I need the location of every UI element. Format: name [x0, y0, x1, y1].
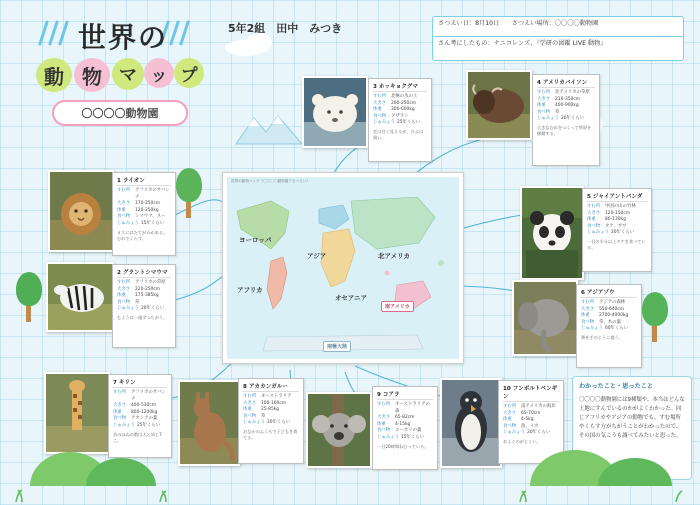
card-row — [113, 423, 167, 430]
map-region-asia: アジア — [307, 252, 327, 260]
card-row — [373, 94, 427, 101]
card-row-key: 体重 — [537, 103, 546, 109]
card-row-value: 220-250cm — [135, 286, 161, 292]
animal-card-bison[interactable] — [532, 74, 600, 166]
photo-polar-bear-image — [304, 78, 366, 146]
card-row — [117, 201, 171, 208]
card-row-key: すむ所 — [117, 188, 131, 193]
photo-giraffe-image — [46, 374, 108, 452]
title-char-2: 物 — [74, 58, 110, 92]
card-row-key: 体重 — [377, 421, 386, 427]
card-row — [117, 306, 171, 313]
card-row-value: アフリカのサバンナ — [135, 188, 170, 200]
card-row-value: 20年くらい — [560, 116, 585, 122]
card-row — [537, 103, 595, 110]
card-row — [503, 430, 559, 437]
card-row-key: 体重 — [117, 207, 126, 213]
zoo-name-label: 〇〇〇〇動物園 — [52, 100, 188, 126]
grass-decoration — [0, 470, 700, 505]
card-row-key: 体重 — [587, 217, 596, 223]
card-row — [377, 435, 433, 442]
tree-foliage — [642, 292, 668, 326]
card-row-key: 大きさ — [373, 100, 387, 106]
card-row-value: 草 — [555, 109, 560, 115]
photo-panda — [520, 186, 584, 280]
card-row-key: 体重 — [373, 107, 382, 113]
card-row-value: 550-640cm — [599, 306, 625, 312]
card-row-key: 大きさ — [377, 415, 391, 421]
card-row-value: 300-600kg — [391, 107, 415, 113]
card-row-value: オーストラリア — [261, 394, 292, 399]
card-row-key: 大きさ — [503, 410, 517, 416]
title-slash-decoration — [48, 20, 59, 46]
card-row-key: じゅみょう — [113, 423, 135, 429]
card-row-value: 南アメリカの海岸 — [521, 404, 556, 409]
card-blurb: 毛は白く見えるが、ひふは黒い。 — [373, 129, 424, 141]
card-row-value: 15年くらい — [140, 221, 165, 227]
map-tag-antarctica: 南極大陸 — [323, 341, 351, 352]
card-row-value: 魚、イカ — [521, 423, 539, 429]
card-row — [113, 403, 167, 410]
card-blurb: 鼻を手のように使う。 — [581, 335, 623, 341]
reference-note: さん考にしたもの：ナニコレンズ、『学研の図鑑 LIVE 動物』 — [432, 36, 684, 61]
photo-koala-image — [308, 394, 370, 466]
card-row — [587, 230, 647, 237]
card-row-value: 2700-4000kg — [599, 313, 629, 319]
map-caption: 世界の動物マップ（〇〇〇〇動物園でさつえい） — [231, 179, 310, 183]
card-row-key: 大きさ — [537, 96, 551, 102]
card-row-key: すむ所 — [503, 404, 517, 409]
card-row-key: 食べ物 — [537, 109, 551, 115]
card-blurb: 一日20時間ねむっている。 — [377, 443, 429, 449]
card-row-value: 210-350cm — [555, 96, 581, 102]
card-row-value: 25年くらい — [136, 423, 161, 429]
card-row-key: じゅみょう — [243, 420, 265, 426]
card-row-key: 大きさ — [581, 306, 595, 312]
card-title: 6 アジアゾウ — [581, 288, 637, 298]
photo-penguin-image — [442, 380, 500, 466]
card-row — [581, 300, 637, 307]
card-row-value: 草 — [261, 413, 266, 419]
card-row-key: 体重 — [503, 417, 512, 423]
card-row — [587, 217, 647, 224]
title-char-1: 動 — [36, 58, 72, 92]
summary-body: 〇〇〇〇動物園には9種類や、本当はどんな土地にすんでいるのかがよくわかった。同じアフリカやアジアの動物でも、すむ場所やくらす方がちがうことがわかったので、その国の気こうも調べてみたいと思った。 — [579, 396, 685, 440]
card-row-key: すむ所 — [373, 94, 387, 99]
card-row — [117, 293, 171, 300]
card-row-key: すむ所 — [377, 402, 391, 407]
card-row-value: 400-530cm — [131, 403, 157, 409]
animal-card-panda[interactable] — [582, 188, 652, 272]
card-row — [113, 390, 167, 403]
card-row-key: 食べ物 — [117, 299, 131, 305]
map-region-africa: アフリカ — [237, 286, 263, 294]
shoot-info-note: さつえい日：8月10日 さつえい場所：〇〇〇〇動物園 — [432, 16, 684, 41]
card-row-key: すむ所 — [243, 394, 257, 399]
card-title: 4 アメリカバイソン — [537, 78, 595, 88]
card-row-value: シマウマ、ヌー — [135, 214, 166, 220]
title-slash-decoration — [38, 20, 49, 46]
card-row-value: 草、木の葉 — [599, 319, 621, 325]
card-title: 3 ホッキョクグマ — [373, 82, 427, 92]
card-row-value: アフリカの草原 — [135, 280, 166, 285]
photo-zebra-image — [48, 264, 112, 330]
card-row-key: じゅみょう — [537, 116, 559, 122]
card-blurb: もようは一頭ずつちがう。 — [117, 315, 168, 321]
card-row-value: 65-70cm — [521, 410, 541, 416]
card-title: 5 ジャイアントパンダ — [587, 192, 647, 202]
map-region-north-america: 北アメリカ — [378, 252, 411, 260]
card-row — [537, 116, 595, 123]
card-row-value: 20年くらい — [526, 430, 551, 436]
animal-card-koala[interactable] — [372, 386, 438, 470]
card-row-value: 65-82cm — [395, 415, 415, 421]
card-row — [373, 107, 427, 114]
title-slash-decoration — [58, 20, 69, 46]
card-row — [243, 407, 299, 414]
card-blurb: およぐのがとくい。 — [503, 439, 541, 445]
world-map-board — [222, 172, 464, 364]
photo-bison — [466, 70, 532, 140]
card-title: 8 アカカンガルー — [243, 382, 299, 392]
card-row-key: すむ所 — [587, 204, 601, 209]
map-region-oceania: オセアニア — [335, 294, 367, 302]
card-row-key: 体重 — [581, 313, 590, 319]
card-row-value: 170-250cm — [135, 201, 161, 207]
card-row — [503, 404, 559, 411]
card-row-key: 大きさ — [117, 201, 131, 207]
card-row-value: 100-160cm — [261, 400, 287, 406]
card-row-value: 20年くらい — [610, 230, 635, 236]
card-blurb: 首のほねの数は人と同じ7こ。 — [113, 431, 162, 443]
card-row-key: 体重 — [113, 409, 122, 415]
card-title: 9 コアラ — [377, 390, 433, 400]
card-row-key: じゅみょう — [373, 120, 395, 126]
card-row-value: オーストラリアの森 — [395, 402, 430, 414]
photo-elephant-image — [514, 282, 576, 354]
card-row-key: じゅみょう — [581, 326, 603, 332]
mountain-decoration — [234, 112, 304, 146]
photo-giraffe — [44, 372, 110, 454]
photo-lion-image — [50, 172, 112, 250]
photo-kangaroo-image — [180, 382, 238, 464]
card-row-key: 食べ物 — [581, 319, 595, 325]
animal-card-penguin[interactable] — [498, 380, 564, 464]
card-row-value: 80-130kg — [605, 217, 626, 223]
cloud-decoration — [246, 33, 272, 53]
summary-title: わかったこと・思ったこと — [579, 383, 654, 390]
card-row-key: 食べ物 — [243, 413, 257, 419]
card-row-key: すむ所 — [581, 300, 595, 305]
card-row-key: 体重 — [117, 293, 126, 299]
card-row-key: じゅみょう — [377, 435, 399, 441]
card-blurb: おなかのふくろで子どもを育てる。 — [243, 429, 298, 441]
card-row — [117, 188, 171, 201]
card-row-value: アジアの森林 — [599, 300, 626, 305]
card-row — [377, 402, 433, 415]
map-continents — [227, 177, 459, 359]
card-row-value: 800-1200kg — [131, 409, 158, 415]
card-row-value: 60年くらい — [604, 326, 629, 332]
card-row-value: 20年くらい — [266, 420, 291, 426]
card-row — [117, 221, 171, 228]
card-row-key: 体重 — [243, 407, 252, 413]
card-row-value: 20年くらい — [140, 306, 165, 312]
photo-penguin — [440, 378, 502, 468]
tree-foliage — [176, 168, 202, 202]
card-row-value: アカシアの葉 — [131, 416, 158, 422]
card-row-key: 大きさ — [117, 286, 131, 292]
photo-polar-bear — [302, 76, 368, 148]
card-row-value: 4-15kg — [395, 421, 411, 427]
card-row-key: 食べ物 — [377, 428, 391, 434]
card-row-value: 草 — [135, 299, 140, 305]
card-row-value: 200-250cm — [391, 100, 417, 106]
title-char-4: ッ — [144, 58, 174, 88]
card-row-key: 食べ物 — [117, 214, 131, 220]
animal-card-kangaroo[interactable] — [238, 378, 304, 464]
card-title: 2 グラントシマウマ — [117, 268, 171, 278]
animal-card-polar-bear[interactable] — [368, 78, 432, 162]
card-row-value: 25-85kg — [261, 407, 280, 413]
card-row-value: 25年くらい — [396, 120, 421, 126]
card-row-value: 120-150cm — [605, 210, 631, 216]
card-row-value: 400-900kg — [555, 103, 579, 109]
card-row — [537, 90, 595, 97]
card-row — [243, 420, 299, 427]
card-title: 1 ライオン — [117, 176, 171, 186]
card-row-value: 中国の山の竹林 — [605, 204, 636, 209]
card-row-key: 食べ物 — [503, 423, 517, 429]
photo-elephant — [512, 280, 578, 356]
card-row — [373, 120, 427, 127]
card-row-value: ユーカリの葉 — [395, 428, 422, 434]
title-slash-decoration — [179, 20, 190, 46]
card-row-key: 食べ物 — [587, 223, 601, 229]
card-row-key: すむ所 — [113, 390, 127, 395]
card-row-key: 大きさ — [587, 210, 601, 216]
photo-zebra — [46, 262, 114, 332]
card-row-value: タケ、ササ — [605, 223, 627, 229]
card-row-value: アザラシ — [391, 113, 409, 119]
map-region-europe: ヨーロッパ — [239, 236, 272, 244]
card-row-key: じゅみょう — [117, 221, 139, 227]
card-row-key: じゅみょう — [503, 430, 525, 436]
card-row-key: 食べ物 — [113, 416, 127, 422]
card-blurb: オスにはたてがみがある。むれでくらす。 — [117, 229, 168, 241]
poster-title-line1: 世界の — [78, 21, 169, 54]
card-row — [581, 313, 637, 320]
card-blurb: 一日の半分以上タケを食べている。 — [587, 239, 646, 251]
card-row — [503, 417, 559, 424]
card-row-key: じゅみょう — [587, 230, 609, 236]
card-row — [117, 280, 171, 287]
title-char-3: マ — [112, 58, 144, 90]
card-row-key: すむ所 — [537, 90, 551, 95]
card-row — [377, 415, 433, 422]
card-row-key: 食べ物 — [373, 113, 387, 119]
animal-card-elephant[interactable] — [576, 284, 642, 368]
card-row-key: 大きさ — [113, 403, 127, 409]
card-row-value: 175-385kg — [135, 293, 159, 299]
photo-bison-image — [468, 72, 530, 138]
photo-kangaroo — [178, 380, 240, 466]
card-row-key: 大きさ — [243, 400, 257, 406]
card-row-value: 120-250kg — [135, 207, 159, 213]
card-row — [243, 394, 299, 401]
map-tag-south-america: 南アメリカ — [381, 301, 414, 312]
animal-card-lion[interactable] — [112, 172, 176, 256]
card-row — [587, 204, 647, 211]
card-blurb: 大きなむれをつくって草原を移動する。 — [537, 125, 592, 137]
title-slash-decoration — [169, 20, 180, 46]
card-title: 7 キリン — [113, 378, 167, 388]
card-row-value: 北極の氷の上 — [391, 94, 418, 99]
card-title: 10 フンボルトペンギン — [503, 386, 558, 400]
card-row-value: 4-5kg — [521, 417, 534, 423]
class-name-label: 5年2組 田中 みつき — [228, 22, 343, 35]
card-row-value: アフリカのサバンナ — [131, 390, 166, 402]
photo-panda-image — [522, 188, 582, 278]
animal-card-zebra[interactable] — [112, 264, 176, 348]
tree-foliage — [16, 272, 42, 306]
title-char-5: プ — [174, 58, 204, 88]
card-row-key: じゅみょう — [117, 306, 139, 312]
photo-koala — [306, 392, 372, 468]
photo-lion — [48, 170, 114, 252]
animal-card-giraffe[interactable] — [108, 374, 172, 458]
card-row-value: 北アメリカの草原 — [555, 90, 590, 95]
card-row-key: すむ所 — [117, 280, 131, 285]
card-row-value: 15年くらい — [400, 435, 425, 441]
card-row — [581, 326, 637, 333]
